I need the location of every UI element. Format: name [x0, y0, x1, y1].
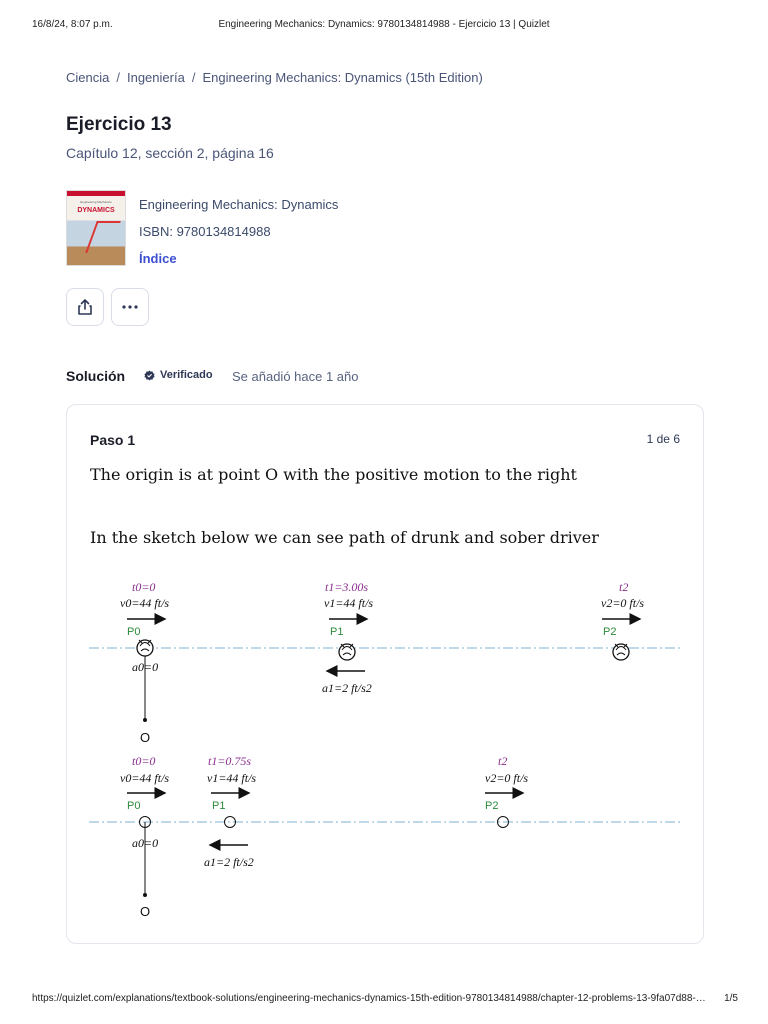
origin-label: O — [140, 904, 151, 919]
origin-label: O — [140, 730, 151, 745]
p0-time-label: t0=0 — [132, 580, 156, 594]
p2-time-label: t2 — [498, 754, 508, 768]
p0-velocity-label: v0=44 ft/s — [120, 596, 170, 610]
step-paragraph: In the sketch below we can see path of drunk and sober driver — [90, 528, 599, 547]
breadcrumb-ingenieria[interactable]: Ingeniería — [126, 70, 185, 85]
p0-accel-label: a0=0 — [132, 660, 159, 674]
step-label: Paso 1 — [90, 432, 136, 448]
step-paragraph: The origin is at point O with the positive motion to the right — [90, 465, 577, 484]
print-page-number: 1/5 — [724, 993, 738, 1004]
drunk-driver-icon — [339, 644, 355, 660]
breadcrumb — [66, 70, 483, 85]
drunk-driver-icon — [137, 640, 153, 656]
p0-velocity-label: v0=44 ft/s — [120, 771, 170, 785]
page-title: Ejercicio 13 — [66, 114, 172, 135]
p1-time-label: t1=3.00s — [325, 580, 369, 594]
p1-point-label: P1 — [212, 800, 226, 812]
book-isbn: ISBN: 9780134814988 — [139, 224, 271, 239]
breadcrumb-separator: / — [116, 70, 120, 85]
p1-time-label: t1=0.75s — [208, 754, 252, 768]
breadcrumb-book[interactable]: Engineering Mechanics: Dynamics (15th Edition) — [202, 70, 483, 85]
p2-velocity-label: v2=0 ft/s — [485, 771, 529, 785]
verified-icon — [144, 370, 155, 381]
origin-dot — [143, 893, 147, 897]
breadcrumb-ciencia[interactable]: Ciencia — [66, 70, 110, 85]
p0-accel-label: a0=0 — [132, 836, 159, 850]
p1-velocity-label: v1=44 ft/s — [207, 771, 257, 785]
p2-point-label: P2 — [485, 800, 499, 812]
cover-top-bar — [67, 191, 125, 196]
cover-title: DYNAMICS — [77, 207, 115, 214]
more-options-button[interactable] — [111, 288, 149, 326]
p0-point-label: P0 — [127, 800, 141, 812]
more-options-icon — [121, 304, 139, 310]
breadcrumb-separator: / — [191, 70, 196, 85]
print-footer — [32, 993, 738, 1007]
book-index-link[interactable]: Índice — [139, 251, 177, 266]
drunk-driver-icon — [613, 644, 629, 660]
book-info — [139, 191, 338, 272]
book-cover[interactable] — [66, 190, 126, 266]
print-header — [32, 19, 736, 33]
step-count: 1 de 6 — [646, 432, 680, 446]
print-url: https://quizlet.com/explanations/textbook-solutions/engineering-mechanics-dynamics-15th-edition-9780134814988/chapter-12-problems-13-9fa07d88-… — [32, 993, 706, 1004]
p2-time-label: t2 — [619, 580, 629, 594]
origin-dot — [143, 718, 147, 722]
print-datetime: 16/8/24, 8:07 p.m. — [32, 19, 113, 30]
exercise-subtitle: Capítulo 12, sección 2, página 16 — [66, 145, 274, 161]
p0-time-label: t0=0 — [132, 754, 156, 768]
p1-point-label: P1 — [330, 626, 344, 638]
solution-label: Solución — [66, 368, 126, 384]
p1-velocity-label: v1=44 ft/s — [324, 596, 374, 610]
crane-image — [85, 221, 121, 253]
p2-velocity-label: v2=0 ft/s — [601, 596, 645, 610]
motion-diagram — [87, 575, 687, 925]
solution-bar — [66, 368, 706, 386]
print-page-title: Engineering Mechanics: Dynamics: 9780134814988 - Ejercicio 13 | Quizlet — [218, 19, 550, 30]
share-icon — [76, 298, 94, 316]
verified-label: Verificado — [160, 369, 213, 381]
p1-accel-label: a1=2 ft/s2 — [322, 681, 372, 695]
solution-step-card — [66, 404, 704, 944]
share-button[interactable] — [66, 288, 104, 326]
cover-brand: Engineering Mechanics — [80, 200, 112, 204]
verified-badge — [144, 369, 213, 381]
added-time: Se añadió hace 1 año — [232, 369, 359, 384]
book-name[interactable]: Engineering Mechanics: Dynamics — [139, 197, 339, 212]
p1-accel-label: a1=2 ft/s2 — [204, 855, 254, 869]
p2-point-label: P2 — [603, 626, 617, 638]
p0-point-label: P0 — [127, 626, 141, 638]
